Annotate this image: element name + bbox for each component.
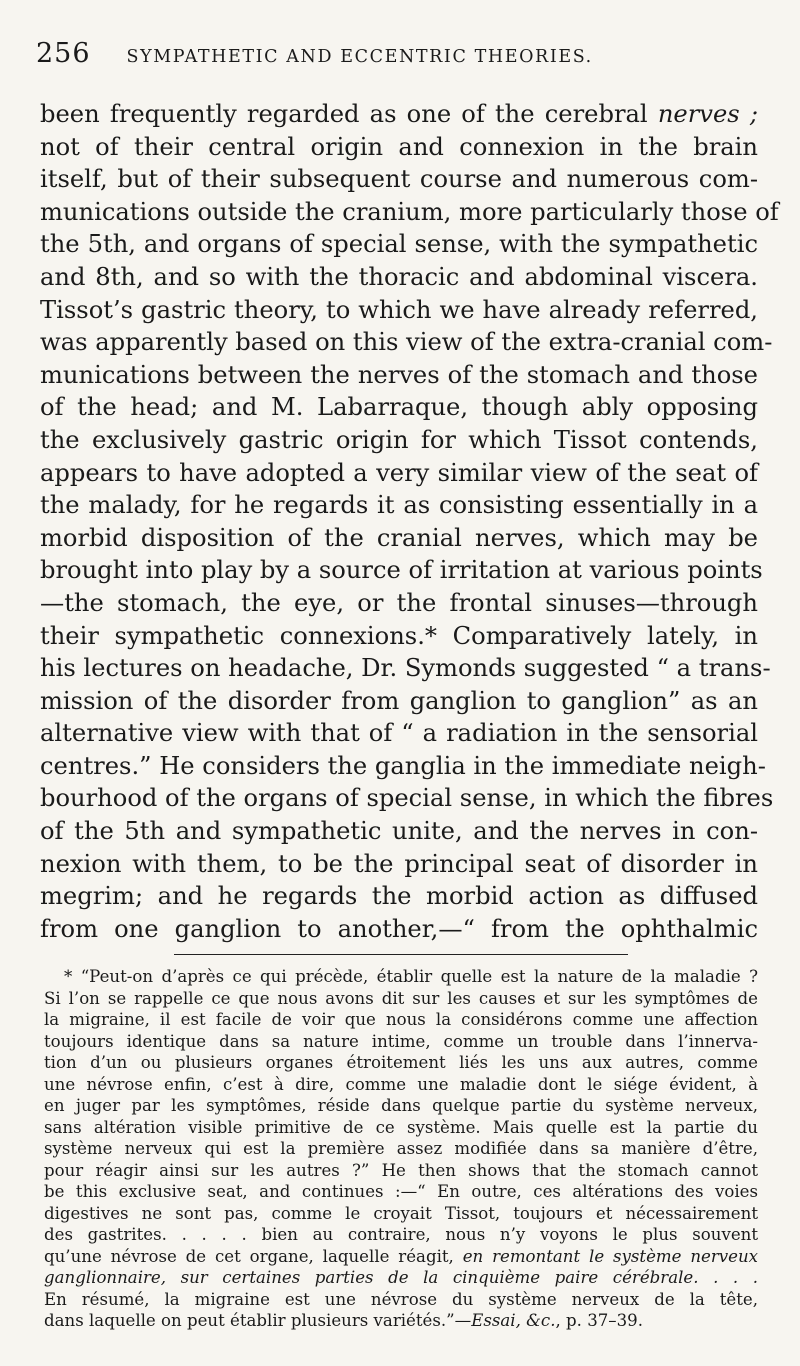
body-line: from one ganglion to another,—“ from the ophthalmic xyxy=(40,914,758,943)
footnote-line: dans laquelle on peut établir plusieurs variétés.”—Essai, &c., p. 37–39. xyxy=(44,1311,643,1330)
footnote-line: la migraine, il est facile de voir que nous la considérons comme une affection xyxy=(44,1010,758,1029)
body-line: bourhood of the organs of special sense, in which the fibres xyxy=(40,784,774,813)
body-line: morbid disposition of the cranial nerves, which may be xyxy=(40,523,758,552)
footnote-rule xyxy=(174,954,628,955)
body-line: of the 5th and sympathetic unite, and the nerves in con- xyxy=(40,817,758,846)
body-line: appears to have adopted a very similar view of the seat of xyxy=(40,458,758,487)
page-number: 256 xyxy=(36,38,91,69)
body-text xyxy=(40,98,779,945)
footnote-line: qu’une névrose de cet organe, laquelle réagit, en remontant le système nerveux xyxy=(44,1246,758,1266)
body-line: itself, but of their subsequent course and numerous com- xyxy=(40,165,758,194)
footnote-citation: Essai, &c. xyxy=(471,1311,556,1330)
body-line: was apparently based on this view of the extra-cranial com- xyxy=(40,328,773,357)
footnote-line: sans altération visible primitive de ce système. Mais quelle est la partie du xyxy=(44,1117,758,1137)
footnote-line: digestives ne sont pas, comme le croyait Tissot, toujours et nécessairement xyxy=(44,1203,758,1223)
footnote-line: En résumé, la migraine est une névrose du système nerveux de la tête, xyxy=(44,1289,758,1309)
body-line: brought into play by a source of irritation at various points xyxy=(40,556,763,585)
body-line: been frequently regarded as one of the cerebral nerves ; xyxy=(40,100,758,128)
footnote-line: des gastrites. . . . . bien au contraire, nous n’y voyons le plus souvent xyxy=(44,1225,758,1244)
footnote-line: pour réagir ainsi sur les autres ?” He then shows that the stomach cannot xyxy=(44,1160,758,1180)
footnote-italic: en remontant le système nerveux xyxy=(462,1246,758,1266)
body-line: megrim; and he regards the morbid action as diffused xyxy=(40,882,758,911)
body-line: not of their central origin and connexion in the brain xyxy=(40,132,758,161)
body-line: the malady, for he regards it as consisting essentially in a xyxy=(40,491,758,520)
body-line: of the head; and M. Labarraque, though ably opposing xyxy=(40,393,758,422)
body-line: their sympathetic connexions.* Comparatively lately, in xyxy=(40,621,758,650)
body-line: the exclusively gastric origin for which Tissot contends, xyxy=(40,425,758,454)
body-line: mission of the disorder from ganglion to ganglion” as an xyxy=(40,686,758,715)
body-line: —the stomach, the eye, or the frontal sinuses—through xyxy=(40,588,758,617)
page-header xyxy=(36,38,766,78)
footnote-line: en juger par les symptômes, réside dans quelque partie du système nerveux, xyxy=(44,1096,758,1115)
body-line: alternative view with that of “ a radiation in the sensorial xyxy=(40,719,758,748)
body-line: nexion with them, to be the principal seat of disorder in xyxy=(40,849,758,878)
footnote-line: une névrose enfin, c’est à dire, comme une maladie dont le siége évident, à xyxy=(44,1074,758,1094)
body-line: Tissot’s gastric theory, to which we have already referred, xyxy=(40,295,758,324)
footnote xyxy=(44,966,758,1332)
body-line: and 8th, and so with the thoracic and abdominal viscera. xyxy=(40,262,758,291)
running-head: SYMPATHETIC AND ECCENTRIC THEORIES. xyxy=(126,47,593,67)
italic-word: nerves ; xyxy=(657,100,758,128)
footnote-line: toujours identique dans sa nature intime, comme un trouble dans l’innerva- xyxy=(44,1031,758,1051)
footnote-line: * “Peut-on d’après ce qui précède, établir quelle est la nature de la maladie ? xyxy=(64,967,758,986)
footnote-line: système nerveux qui est la première assez modifiée dans sa manière d’être, xyxy=(44,1139,758,1158)
body-line: munications outside the cranium, more particularly those of xyxy=(40,197,779,226)
footnote-line: be this exclusive seat, and continues :—“ En outre, ces altérations des voies xyxy=(44,1182,758,1201)
body-line: his lectures on headache, Dr. Symonds suggested “ a trans- xyxy=(40,654,771,683)
body-line: munications between the nerves of the stomach and those xyxy=(40,360,758,389)
footnote-line: tion d’un ou plusieurs organes étroitement liés les uns aux autres, comme xyxy=(44,1053,758,1072)
body-line: centres.” He considers the ganglia in the immediate neigh- xyxy=(40,751,766,780)
footnote-line: Si l’on se rappelle ce que nous avons dit sur les causes et sur les symptômes de xyxy=(44,988,758,1008)
body-line: the 5th, and organs of special sense, with the sympathetic xyxy=(40,230,758,259)
footnote-line: ganglionnaire, sur certaines parties de la cinquième paire cérébrale. . . . xyxy=(44,1268,758,1287)
